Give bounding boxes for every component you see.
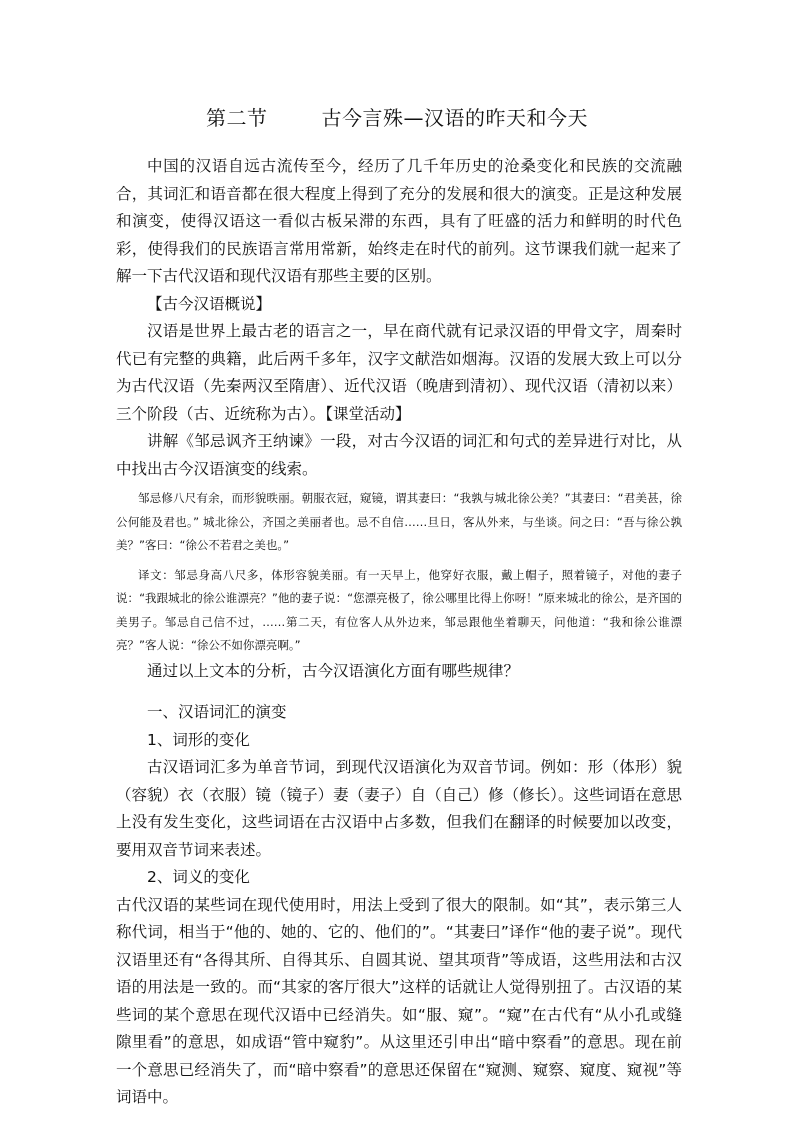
translation-quote: 译文：邹忌身高八尺多，体形容貌美丽。有一天早上，他穿好衣服，戴上帽子，照着镜子，对他的妻子说：“我跟城北的徐公谁漂亮？”他的妻子说：“您漂亮极了，徐公哪里比得上你呀！”原来城北的徐公，是齐国的美男子。邹忌自己信不过，……第二天，有位客人从外边来，邹忌跟他坐着聊天，问他道：“我和徐公谁漂亮？”客人说：“徐公不如你漂亮啊。”: [116, 567, 682, 652]
section-number: 第二节: [206, 106, 268, 130]
intro-paragraph: 中国的汉语自远古流传至今，经历了几千年历史的沧桑变化和民族的交流融合，其词汇和语音都在很大程度上得到了充分的发展和很大的演变。正是这种发展和演变，使得汉语这一看似古板呆滞的东西，具有了旺盛的活力和鲜明的时代色彩，使得我们的民族语言常用常新，始终走在时代的前列。这节课我们就一起来了解一下古代汉语和现代汉语有那些主要的区别。: [116, 157, 682, 285]
subheading-word-form: 1、词形的变化: [147, 730, 250, 749]
section-name: 古今言殊—汉语的昨天和今天: [321, 106, 588, 130]
overview-paragraph: 汉语是世界上最古老的语言之一，早在商代就有记录汉语的甲骨文字，周秦时代已有完整的典籍，此后两千多年，汉字文献浩如烟海。汉语的发展大致上可以分为古代汉语（先秦两汉至隋唐）、近代汉语（晚唐到清初）、现代汉语（清初以来）三个阶段（古、近统称为古）。【课堂活动】: [116, 322, 682, 423]
activity-paragraph: 讲解《邹忌讽齐王纳谏》一段，对古今汉语的词汇和句式的差异进行对比，从中找出古今汉语演变的线索。: [116, 432, 682, 478]
question-paragraph: 通过以上文本的分析，古今汉语演化方面有哪些规律？: [147, 661, 520, 680]
overview-heading: 【古今汉语概说】: [147, 294, 272, 313]
page-title: [0, 104, 794, 132]
word-meaning-paragraph: 古代汉语的某些词在现代使用时，用法上受到了很大的限制。如“其”，表示第三人称代词，相当于“他的、她的、它的、他们的”。“其妻曰”译作“他的妻子说”。现代汉语里还有“各得其所、自得其乐、自圆其说、望其项背”等成语，这些用法和古汉语的用法是一致的。而“其家的客厅很大”这样的话就让人觉得别扭了。古汉语的某些词的某个意思在现代汉语中已经消失。如“服、窥”。“窥”在古代有“从小孔或缝隙里看”的意思，如成语“管中窥豹”。从这里还引申出“暗中察看”的意思。现在前一个意思已经消失了，而“暗中察看”的意思还保留在“窥测、窥察、窥度、窥视”等词语中。: [116, 895, 682, 1106]
document-body: [116, 153, 682, 1112]
section-heading-vocabulary: 一、汉语词汇的演变: [147, 703, 287, 721]
original-text-quote: 邹忌修八尺有余，而形貌昳丽。朝服衣冠，窥镜，谓其妻曰：“我孰与城北徐公美？”其妻曰：“君美甚，徐公何能及君也。” 城北徐公，齐国之美丽者也。忌不自信……旦日，客从外来，与坐谈。问之曰：“吾与徐公孰美？”客曰：“徐公不若君之美也。”: [116, 491, 682, 552]
subheading-word-meaning: 2、词义的变化: [147, 868, 250, 886]
word-form-paragraph: 古汉语词汇多为单音节词，到现代汉语演化为双音节词。例如：形（体形）貌（容貌）衣（衣服）镜（镜子）妻（妻子）自（自己）修（修长）。这些词语在意思上没有发生变化，这些词语在古汉语中占多数，但我们在翻译的时候要加以改变，要用双音节词来表述。: [116, 758, 682, 859]
